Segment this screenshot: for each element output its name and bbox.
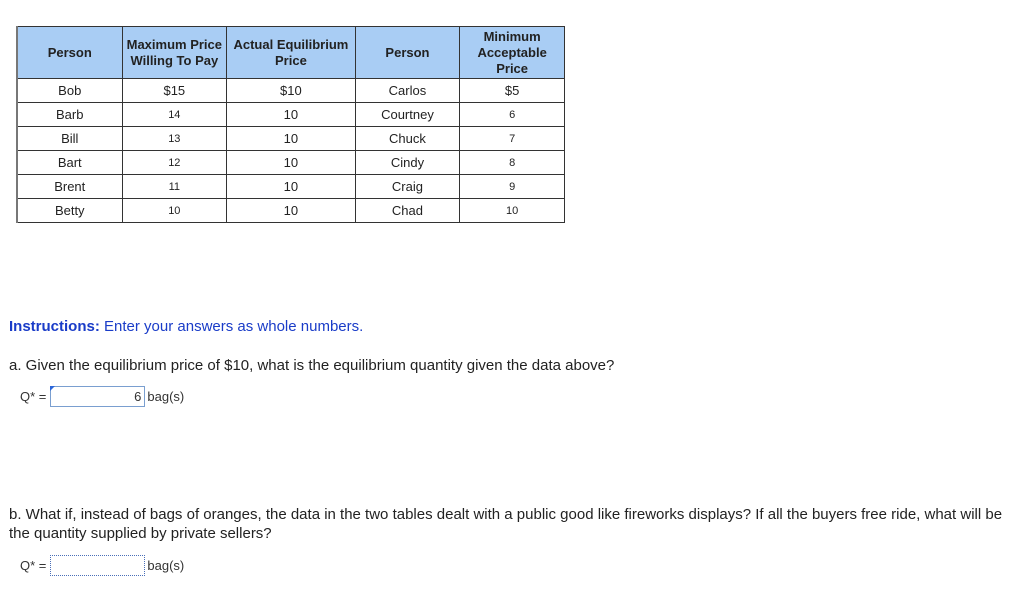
answer-row-a <box>20 386 184 407</box>
cell-buyer: Brent <box>17 175 122 199</box>
cell-max-price: $15 <box>122 79 227 103</box>
cell-buyer: Betty <box>17 199 122 223</box>
cell-seller: Carlos <box>355 79 460 103</box>
answer-a-label: Q* = <box>20 389 47 404</box>
instructions-text: Enter your answers as whole numbers. <box>99 318 364 335</box>
cell-max-price: 14 <box>122 103 227 127</box>
answer-b-unit: bag(s) <box>147 558 185 573</box>
table-row <box>17 127 565 151</box>
cell-buyer: Barb <box>17 103 122 127</box>
cell-min-price: 8 <box>460 151 565 175</box>
cell-min-price: 6 <box>460 103 565 127</box>
input-marker-icon <box>50 386 55 391</box>
cell-max-price: 11 <box>122 175 227 199</box>
table-header-row <box>17 27 565 79</box>
cell-seller: Cindy <box>355 151 460 175</box>
price-table <box>16 26 565 223</box>
cell-min-price: $5 <box>460 79 565 103</box>
cell-equilibrium-price: 10 <box>227 151 356 175</box>
header-min-price: Minimum Acceptable Price <box>460 27 565 79</box>
answer-row-b <box>20 555 184 576</box>
answer-b-input[interactable] <box>50 555 145 576</box>
cell-equilibrium-price: 10 <box>227 175 356 199</box>
header-equilibrium-price: Actual Equilibrium Price <box>227 27 356 79</box>
cell-equilibrium-price: 10 <box>227 103 356 127</box>
question-a-text: a. Given the equilibrium price of $10, what is the equilibrium quantity given the data above? <box>9 357 615 374</box>
header-person-buyer: Person <box>17 27 122 79</box>
instructions <box>9 318 363 335</box>
answer-a-value: 6 <box>134 389 142 404</box>
cell-seller: Chad <box>355 199 460 223</box>
cell-max-price: 12 <box>122 151 227 175</box>
answer-b-label: Q* = <box>20 558 47 573</box>
header-max-price: Maximum Price Willing To Pay <box>122 27 227 79</box>
cell-max-price: 10 <box>122 199 227 223</box>
question-b-text: b. What if, instead of bags of oranges, the data in the two tables dealt with a public good like fireworks displays? If all the buyers free ride, what will be the quantity supplied by private sellers? <box>9 506 1003 542</box>
table-row <box>17 175 565 199</box>
answer-a-unit: bag(s) <box>147 389 185 404</box>
header-person-seller: Person <box>355 27 460 79</box>
cell-buyer: Bill <box>17 127 122 151</box>
cell-seller: Courtney <box>355 103 460 127</box>
cell-min-price: 9 <box>460 175 565 199</box>
cell-seller: Craig <box>355 175 460 199</box>
table-row <box>17 199 565 223</box>
cell-equilibrium-price: 10 <box>227 127 356 151</box>
cell-min-price: 7 <box>460 127 565 151</box>
instructions-label: Instructions: <box>9 318 100 335</box>
table-row <box>17 151 565 175</box>
table-row <box>17 79 565 103</box>
answer-a-input[interactable] <box>50 386 145 407</box>
cell-equilibrium-price: 10 <box>227 199 356 223</box>
cell-buyer: Bart <box>17 151 122 175</box>
cell-max-price: 13 <box>122 127 227 151</box>
cell-buyer: Bob <box>17 79 122 103</box>
cell-min-price: 10 <box>460 199 565 223</box>
cell-seller: Chuck <box>355 127 460 151</box>
table-row <box>17 103 565 127</box>
cell-equilibrium-price: $10 <box>227 79 356 103</box>
